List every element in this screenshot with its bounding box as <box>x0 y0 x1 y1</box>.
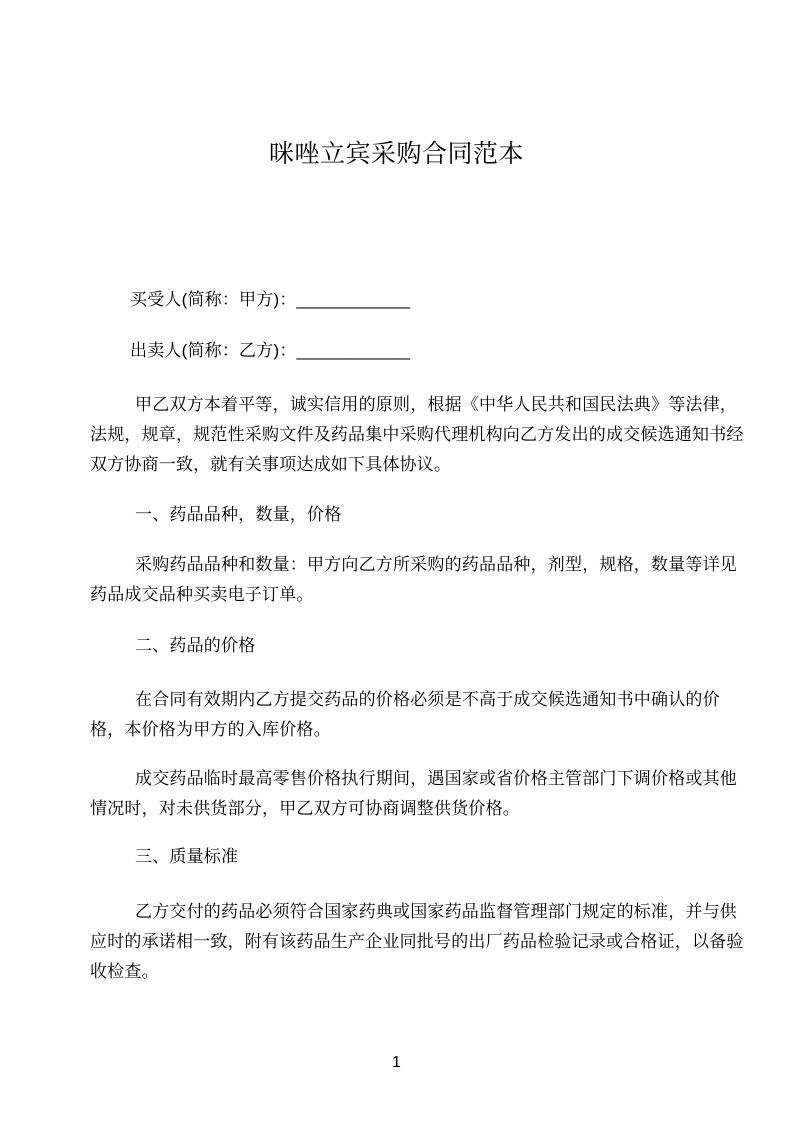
section-3-heading: 三、质量标准 <box>135 847 239 866</box>
section-1-heading: 一、药品品种，数量，价格 <box>135 505 342 524</box>
section-3-paragraph: 乙方交付的药品必须符合国家药典或国家药品监督管理部门规定的标准，并与供应时的承诺相一致，附有该药品生产企业同批号的出厂药品检验记录或合格证，以备验收检查。 <box>90 902 744 981</box>
section-2-heading: 二、药品的价格 <box>135 636 256 655</box>
party-b-row <box>90 336 792 366</box>
document-title: 咪唑立宾采购合同范本 <box>268 140 524 168</box>
section-2-paragraph-1: 在合同有效期内乙方提交药品的价格必须是不高于成交候选通知书中确认的价格，本价格为甲方的入库价格。 <box>90 690 720 739</box>
party-a-label: 买受人(简称：甲方)： <box>130 290 297 309</box>
section-1-paragraph: 采购药品品种和数量：甲方向乙方所采购的药品品种，剂型，规格，数量等详见药品成交品种买卖电子订单。 <box>90 555 737 604</box>
party-a-row <box>90 285 792 315</box>
party-b-label: 出卖人(简称：乙方)： <box>130 341 297 360</box>
party-b-blank-line: ____________ <box>296 341 410 360</box>
section-2-paragraph-2: 成交药品临时最高零售价格执行期间，遇国家或省价格主管部门下调价格或其他情况时，对未供货部分，甲乙双方可协商调整供货价格。 <box>90 769 737 818</box>
intro-paragraph: 甲乙双方本着平等，诚实信用的原则，根据《中华人民共和国民法典》等法律，法规，规章，规范性采购文件及药品集中采购代理机构向乙方发出的成交候选通知书经双方协商一致，就有关事项达成如下具体协议。 <box>90 395 744 474</box>
party-a-blank-line: ____________ <box>296 290 410 309</box>
page-number: 1 <box>392 1054 401 1071</box>
